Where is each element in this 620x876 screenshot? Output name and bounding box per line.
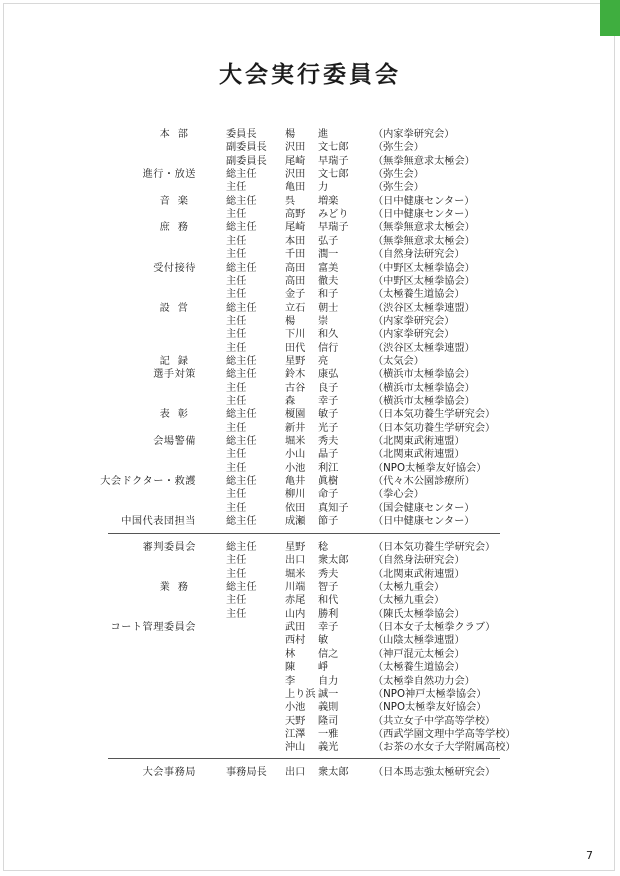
roster-row [0,675,620,688]
page-title: 大会実行委員会 [219,62,401,88]
family-name: 古谷 [285,382,306,394]
dept-cell: 本部 [159,129,196,140]
affiliation-cell: （拳心会） [373,489,424,501]
affiliation-cell: （日中健康センター） [373,516,475,528]
family-name: 高田 [285,275,306,287]
dept-cell: 表彰 [159,409,196,421]
roster-row [0,554,620,567]
dept-cell: 選手対策 [153,369,196,381]
family-name: 赤尾 [285,595,306,607]
roster-row [0,195,620,208]
family-name: 楊 [285,129,296,140]
affiliation-cell: （日本気功養生学研究会） [373,409,496,421]
affiliation-cell: （無拳無意求太極会） [373,235,475,247]
roster-row [0,315,620,328]
role-cell: 主任 [226,449,247,461]
affiliation-cell: （北関東武術連盟） [373,449,465,461]
affiliation-cell: （内家拳研究会） [373,129,455,140]
family-name: 本田 [285,235,306,247]
role-cell: 総主任 [226,542,257,553]
roster-row [0,435,620,448]
family-name: 小池 [285,702,306,714]
role-cell: 主任 [226,249,247,261]
section-divider [108,758,500,759]
affiliation-cell: （日中健康センター） [373,195,475,207]
roster-row [0,608,620,621]
family-name: 山内 [285,608,306,620]
affiliation-cell: （日本気功養生学研究会） [373,422,496,434]
given-name: 命子 [318,489,339,501]
role-cell: 主任 [226,342,247,354]
family-name: 柳川 [285,489,306,501]
dept-cell: 審判委員会 [142,542,196,553]
roster-row [0,328,620,341]
family-name: 天野 [285,715,306,727]
given-name: 隆司 [318,715,339,727]
roster-row [0,208,620,221]
family-name: 星野 [285,355,306,367]
dept-cell: 設営 [159,302,196,314]
given-name: 潤一 [318,249,339,261]
family-name: 高野 [285,209,306,221]
given-name: 早瑞子 [318,222,349,234]
affiliation-cell: （横浜市太極拳協会） [373,382,475,394]
role-cell: 副委員長 [226,155,267,167]
roster-row [0,355,620,368]
affiliation-cell: （代々木公園診療所） [373,476,475,488]
family-name: 沖山 [285,742,306,754]
affiliation-cell: （無拳無意求太極会） [373,222,475,234]
family-name: 李 [285,675,296,687]
affiliation-cell: （自然身法研究会） [373,555,465,567]
role-cell: 総主任 [226,369,257,381]
family-name: 陳 [285,662,296,674]
role-cell: 主任 [226,568,247,580]
family-name: 川端 [285,582,306,594]
roster-row [0,221,620,234]
family-name: 下川 [285,329,306,341]
family-name: 沢田 [285,169,306,181]
role-cell: 総主任 [226,262,257,274]
roster-row [0,515,620,528]
roster-row [0,155,620,168]
family-name: 金子 [285,289,306,301]
roster-row [0,302,620,315]
family-name: 堀米 [285,568,306,580]
affiliation-cell: （NPO太極拳友好協会） [373,702,487,714]
role-cell: 総主任 [226,436,257,448]
given-name: 富美 [318,262,339,274]
family-name: 上り浜 [285,688,316,700]
role-cell: 主任 [226,275,247,287]
roster-row [0,448,620,461]
family-name: 新井 [285,422,306,434]
role-cell: 主任 [226,235,247,247]
role-cell: 主任 [226,182,247,194]
given-name: 勝利 [318,608,339,620]
affiliation-cell: （神戸混元太極会） [373,648,465,660]
affiliation-cell: （山陰太極拳連盟） [373,635,465,647]
roster-row [0,181,620,194]
roster-row [0,288,620,301]
family-name: 立石 [285,302,306,314]
family-name: 星野 [285,542,306,553]
given-name: 和子 [318,289,339,301]
affiliation-cell: （太極九重会） [373,595,445,607]
roster-row [0,621,620,634]
given-name: 利江 [318,462,339,474]
family-name: 尾崎 [285,155,306,167]
given-name: 徹夫 [318,275,339,287]
role-cell: 主任 [226,422,247,434]
roster-row [0,168,620,181]
roster-row [0,701,620,714]
roster-row [0,488,620,501]
role-cell: 総主任 [226,302,257,314]
roster-row [0,634,620,647]
roster-row [0,395,620,408]
roster-row [0,661,620,674]
given-name: 一雅 [318,728,339,740]
role-cell: 主任 [226,608,247,620]
affiliation-cell: （NPO太極拳友好協会） [373,462,487,474]
roster-row [0,235,620,248]
affiliation-cell: （日本気功養生学研究会） [373,542,496,553]
role-cell: 総主任 [226,169,257,181]
given-name: みどり [318,209,349,221]
affiliation-cell: （西武学園文理中学高等学校） [373,728,516,740]
family-name: 森 [285,396,296,407]
family-name: 千田 [285,249,306,261]
roster-row [0,715,620,728]
affiliation-cell: （日中健康センター） [373,209,475,221]
affiliation-cell: （弥生会） [373,182,424,194]
given-name: 和代 [318,595,339,607]
section-divider [108,533,500,534]
roster-row [0,262,620,275]
given-name: 弘子 [318,235,339,247]
affiliation-cell: （内家拳研究会） [373,329,455,341]
given-name: 文七郎 [318,169,349,181]
given-name: 衆太郎 [318,555,349,567]
given-name: 真知子 [318,502,349,514]
affiliation-cell: （渋谷区太極拳連盟） [373,342,475,354]
roster-row [0,368,620,381]
dept-cell: 記録 [159,355,196,367]
given-name: 自力 [318,675,339,687]
dept-cell: 音楽 [159,195,196,207]
affiliation-cell: （内家拳研究会） [373,315,455,327]
given-name: 眞樹 [318,476,339,488]
affiliation-cell: （太極養生道協会） [373,662,465,674]
role-cell: 総主任 [226,195,257,207]
given-name: 崇 [318,315,329,327]
affiliation-cell: （太極養生道協会） [373,289,465,301]
family-name: 成瀬 [285,516,306,528]
given-name: 進 [318,129,329,140]
family-name: 出口 [285,767,306,778]
roster-row [0,408,620,421]
role-cell: 総主任 [226,476,257,488]
roster-row [0,741,620,754]
role-cell: 副委員長 [226,142,267,154]
role-cell: 主任 [226,462,247,474]
affiliation-cell: （無拳無意求太極会） [373,155,475,167]
roster-row [0,141,620,154]
given-name: 光子 [318,422,339,434]
affiliation-cell: （横浜市太極拳協会） [373,396,475,407]
roster-row [0,475,620,488]
affiliation-cell: （横浜市太極拳協会） [373,369,475,381]
role-cell: 主任 [226,489,247,501]
role-cell: 総主任 [226,582,257,594]
role-cell: 主任 [226,289,247,301]
dept-cell: 会場警備 [153,436,196,448]
given-name: 亮 [318,355,329,367]
family-name: 小山 [285,449,306,461]
given-name: 和久 [318,329,339,341]
role-cell: 総主任 [226,355,257,367]
given-name: 敏 [318,635,329,647]
family-name: 尾崎 [285,222,306,234]
family-name: 亀井 [285,476,306,488]
affiliation-cell: （渋谷区太極拳連盟） [373,302,475,314]
affiliation-cell: （中野区太極拳協会） [373,275,475,287]
family-name: 亀田 [285,182,306,194]
family-name: 江澤 [285,728,306,740]
role-cell: 主任 [226,382,247,394]
roster-row [0,342,620,355]
dept-cell: 中国代表団担当 [121,516,196,528]
roster-row [0,581,620,594]
family-name: 依田 [285,502,306,514]
given-name: 義光 [318,742,339,754]
green-corner-bar [600,0,620,36]
family-name: 出口 [285,555,306,567]
affiliation-cell: （北関東武術連盟） [373,568,465,580]
affiliation-cell: （太極九重会） [373,582,445,594]
affiliation-cell: （太気会） [373,355,424,367]
given-name: 幸子 [318,396,339,407]
affiliation-cell: （中野区太極拳協会） [373,262,475,274]
given-name: 衆太郎 [318,767,349,778]
family-name: 楊 [285,315,296,327]
affiliation-cell: （日本馬志強太極研究会） [373,767,496,778]
given-name: 稔 [318,542,329,553]
dept-cell: 大会事務局 [142,767,196,778]
roster-row [0,594,620,607]
roster-row [0,648,620,661]
dept-cell: 庶務 [159,222,196,234]
given-name: 文七郎 [318,142,349,154]
given-name: 信之 [318,648,339,660]
given-name: 崢 [318,662,329,674]
page-number: 7 [586,849,593,862]
given-name: 敏子 [318,409,339,421]
role-cell: 総主任 [226,516,257,528]
family-name: 小池 [285,462,306,474]
affiliation-cell: （自然身法研究会） [373,249,465,261]
role-cell: 総主任 [226,222,257,234]
given-name: 力 [318,182,329,194]
affiliation-cell: （お茶の水女子大学附属高校） [373,742,516,754]
given-name: 増楽 [318,195,339,207]
given-name: 幸子 [318,622,339,634]
given-name: 智子 [318,582,339,594]
family-name: 武田 [285,622,306,634]
family-name: 林 [285,648,296,660]
roster-row [0,766,620,779]
affiliation-cell: （陳氏太極拳協会） [373,608,465,620]
roster-row [0,128,620,141]
role-cell: 主任 [226,555,247,567]
family-name: 堀米 [285,436,306,448]
family-name: 呉 [285,195,296,207]
dept-cell: 受付接待 [153,262,196,274]
given-name: 康弘 [318,369,339,381]
role-cell: 主任 [226,315,247,327]
role-cell: 主任 [226,329,247,341]
given-name: 良子 [318,382,339,394]
family-name: 田代 [285,342,306,354]
affiliation-cell: （弥生会） [373,169,424,181]
affiliation-cell: （国会健康センター） [373,502,475,514]
roster-row [0,462,620,475]
affiliation-cell: （NPO神戸太極拳協会） [373,688,487,700]
affiliation-cell: （太極拳自然功力会） [373,675,475,687]
affiliation-cell: （北関東武術連盟） [373,436,465,448]
given-name: 義則 [318,702,339,714]
given-name: 節子 [318,516,339,528]
dept-cell: 大会ドクター・救護 [100,476,196,488]
roster-row [0,422,620,435]
role-cell: 主任 [226,502,247,514]
dept-cell: 進行・放送 [142,169,196,181]
roster-row [0,502,620,515]
family-name: 西村 [285,635,306,647]
family-name: 高田 [285,262,306,274]
affiliation-cell: （共立女子中学高等学校） [373,715,496,727]
affiliation-cell: （日本女子太極拳クラブ） [373,622,496,634]
roster-row [0,728,620,741]
family-name: 榎園 [285,409,306,421]
roster-row [0,275,620,288]
roster-row [0,248,620,261]
affiliation-cell: （弥生会） [373,142,424,154]
given-name: 晶子 [318,449,339,461]
given-name: 早瑞子 [318,155,349,167]
dept-cell: コート管理委員会 [110,622,196,634]
given-name: 誠一 [318,688,339,700]
dept-cell: 業務 [159,582,196,594]
family-name: 沢田 [285,142,306,154]
given-name: 秀夫 [318,568,339,580]
given-name: 信行 [318,342,339,354]
role-cell: 主任 [226,396,247,407]
roster-row [0,541,620,554]
roster-row [0,688,620,701]
role-cell: 委員長 [226,129,257,140]
roster-row [0,382,620,395]
given-name: 秀夫 [318,436,339,448]
role-cell: 事務局長 [226,767,267,778]
given-name: 朝士 [318,302,339,314]
role-cell: 総主任 [226,409,257,421]
role-cell: 主任 [226,595,247,607]
family-name: 鈴木 [285,369,306,381]
roster-row [0,568,620,581]
role-cell: 主任 [226,209,247,221]
